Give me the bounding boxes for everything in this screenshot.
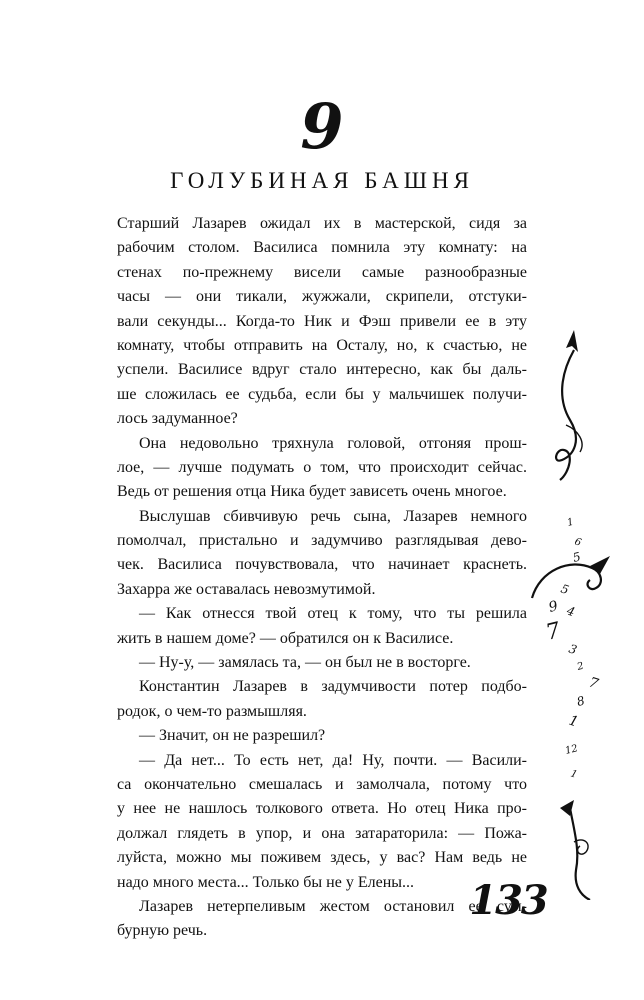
text-line: чек. Василиса почувствовала, что начинает краснеть.	[117, 556, 527, 574]
text-line: бурную речь.	[117, 922, 208, 940]
paragraph	[117, 505, 527, 603]
text-line: рабочим столом. Василиса помнила эту комнату: на	[117, 239, 527, 257]
paragraph	[117, 602, 527, 651]
text-line: Выслушав сбивчивую речь сына, Лазарев немного	[139, 507, 527, 525]
text-line: родок, о чем-то размышляя.	[117, 702, 307, 720]
ornament-digit: 5	[559, 581, 571, 598]
ornament-digit: 5	[571, 549, 583, 565]
text-line: надо много места... Только бы не у Елены...	[117, 873, 414, 891]
ornament-digit: 6	[573, 536, 583, 549]
text-line: жить в нашем доме? — обратился он к Василисе.	[117, 629, 454, 647]
ornament-digit: 12	[564, 743, 580, 757]
upper-stem	[556, 350, 576, 480]
ornament-digit: 7	[543, 618, 564, 646]
text-line: часы — они тикали, жужжали, скрипели, отстуки-	[117, 288, 527, 306]
text-line: помолчал, пристально и задумчиво разглядывая дево-	[117, 532, 527, 550]
paragraph	[117, 432, 527, 505]
body-text	[117, 212, 527, 944]
page-number: 133	[469, 877, 547, 924]
text-line: Лазарев нетерпеливым жестом остановил ее сум-	[139, 897, 527, 915]
text-line: луйста, можно мы поживем здесь, у вас? Нам ведь не	[117, 849, 527, 867]
text-line: — Как отнесся твой отец к тому, что ты решила	[139, 605, 527, 623]
text-line: Старший Лазарев ожидал их в мастерской, сидя за	[117, 215, 527, 232]
text-line: успели. Василисе вдруг стало интересно, как бы даль-	[117, 361, 527, 379]
text-line: комнату, чтобы отправить на Осталу, но, к счастью, не	[117, 336, 527, 354]
ornament-digit: 1	[569, 768, 579, 781]
text-line: — Ну-у, — замялась та, — он был не в восторге.	[139, 654, 471, 672]
upper-arrowhead	[566, 330, 578, 352]
text-line: — Значит, он не разрешил?	[139, 727, 326, 745]
paragraph	[117, 651, 527, 675]
text-line: должал глядеть в упор, и она затараторила: — Пожа-	[117, 824, 527, 842]
text-line: лое, — лучше подумать о том, что происходит сейчас.	[117, 458, 527, 476]
ornament-digit: 8	[575, 693, 587, 709]
ornament-digit: 4	[565, 603, 577, 620]
middle-hand-arrow	[590, 556, 610, 574]
text-line: ше сложилась ее судьба, если бы у мальчишек получи-	[117, 385, 527, 403]
text-line: са окончательно смешалась и замолчала, потому что	[117, 775, 527, 793]
text-line: лось задуманное?	[117, 410, 238, 428]
chapter-number: 9	[300, 90, 344, 163]
text-line: Она недовольно тряхнула головой, отгоняя прош-	[139, 434, 527, 452]
paragraph	[117, 212, 527, 432]
text-line: стенах по-прежнему висели самые разнообразные	[117, 263, 527, 281]
ornament-digit: 9	[547, 598, 560, 616]
ornament-digit: 1	[566, 712, 581, 731]
paragraph	[117, 724, 527, 748]
text-line: Захарра же оставалась невозмутимой.	[117, 580, 376, 598]
text-line: Ведь от решения отца Ника будет зависеть очень многое.	[117, 483, 507, 501]
ornament-digit: 1	[566, 516, 575, 529]
text-line: у нее не нашлось толкового ответа. Но отец Ника про-	[117, 800, 527, 818]
ornament-digit: 3	[567, 641, 579, 658]
paragraph	[117, 749, 527, 895]
text-line: — Да нет... То есть нет, да! Ну, почти. — Васили-	[139, 751, 527, 769]
ornament-digit: 2	[576, 660, 585, 673]
chapter-title: ГОЛУБИНАЯ БАШНЯ	[170, 168, 474, 193]
text-line: Константин Лазарев в задумчивости потер подбо-	[139, 678, 527, 696]
text-line: вали секунды... Когда-то Ник и Фэш привели ее в эту	[117, 312, 527, 330]
ornament-digit: 7	[586, 674, 601, 693]
clock-hand-ornament	[530, 330, 630, 900]
paragraph	[117, 675, 527, 724]
